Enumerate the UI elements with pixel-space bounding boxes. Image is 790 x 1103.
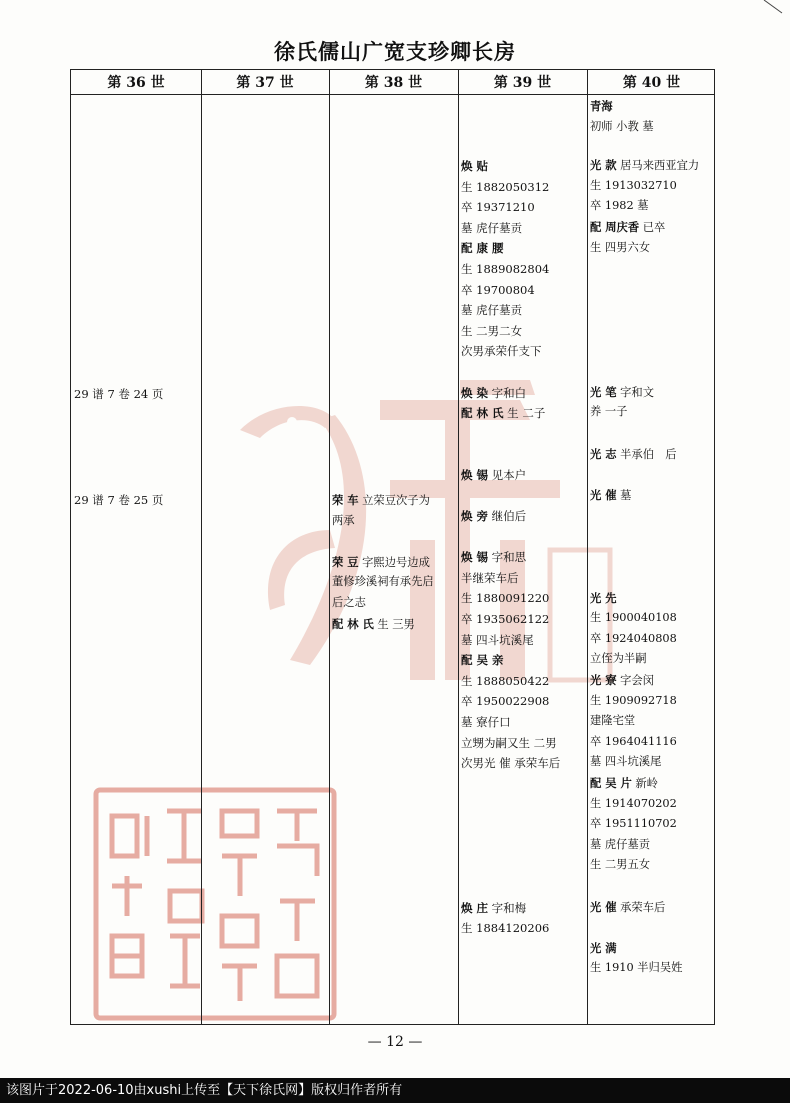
column-header-gen37: 第 37 世	[236, 75, 294, 91]
person-name: 光 催	[590, 899, 617, 914]
entry-line: 后之志	[332, 595, 366, 609]
person-name: 焕 贴	[461, 159, 489, 173]
spouse-name: 配 林 氏	[332, 616, 374, 631]
gen36-entry-1	[74, 384, 163, 405]
column-header-gen38: 第 38 世	[364, 75, 423, 91]
spouse-name: 配 周庆香	[590, 219, 640, 234]
column-divider	[201, 70, 202, 1024]
gen38-entries	[332, 490, 434, 634]
spouse-name: 配 吴 亲	[461, 653, 504, 668]
person-name: 光 先	[590, 590, 617, 605]
gen39-entries: 焕 贴 生 1882050312 卒 19371210 墓 虎仔墓贡 配 康 腰 生 1889082804 卒 19700804 墓 虎仔墓贡 生 二男二女 次男承荣仟支下 焕 染 字和白 配 林 氏 生 二子 焕 锡 见本户 焕 旁 继伯后 焕 锡 字和思 半继荣车后 生 1880091220 卒 1935062122 墓 四斗坑溪尾 配 吴 亲 生 1888050422 卒 1950022908 墓 寮仔口 立甥为嗣又生 二男 次男光 催 承荣车后 焕 庄 字和梅 生 1884120206	[461, 156, 560, 939]
person-name: 荣 车	[332, 493, 359, 507]
column-header-gen39: 第 39 世	[493, 75, 552, 91]
person-name: 焕 旁	[461, 509, 489, 524]
person-name: 青海	[590, 99, 613, 113]
person-name: 光 催	[590, 487, 617, 502]
spouse-name: 配 吴 片	[590, 776, 632, 791]
entry-line: 董修珍溪祠有承先启	[332, 575, 434, 589]
upload-notice-bar: 该图片于2022-06-10由xushi上传至【天下徐氏网】版权归作者所有	[0, 1078, 790, 1103]
person-name: 荣 豆	[332, 554, 359, 569]
page-number: — 12 —	[367, 1034, 423, 1050]
column-header-gen36: 第 36 世	[107, 75, 165, 91]
header-divider	[71, 94, 714, 95]
spouse-name: 配 康 腰	[461, 241, 504, 256]
entry-line: 荣 豆 字熙边号边成	[332, 554, 430, 569]
source-ref: 29 谱 7 卷 24 页	[74, 387, 164, 401]
spouse-name: 配 林 氏	[461, 406, 504, 421]
person-name: 光 寮	[590, 673, 617, 688]
page-title: 徐氏儒山广宽支珍卿长房	[274, 39, 516, 64]
person-name: 光 志	[590, 446, 617, 461]
entry-line: 荣 车 立荣豆次子为	[332, 493, 430, 507]
source-ref: 29 谱 7 卷 25 页	[74, 493, 164, 507]
column-divider	[458, 70, 459, 1024]
person-name: 光 满	[590, 940, 617, 955]
entry-line: 两承	[332, 513, 355, 527]
page-corner-mark	[762, 0, 784, 14]
person-name: 光 款	[590, 158, 617, 173]
gen40-entries: 青海 初师 小教 墓 光 款 居马来西亚宜力 生 1913032710 卒 1982 墓 配 周庆香 已卒 生 四男六女 光 笔 字和文 养 一子 光 志 半承伯 后 光 催 墓 光 先 生 1900040108 卒 1924040808 立侄为半嗣 光 寮 字会闵 生 1909092718 建隆宅堂 卒 1964041116 墓 四斗坑溪尾 配 吴 片 新岭 生 1914070202 卒 1951110702 墓 虎仔墓贡 生 二男五女 光 催 承荣车后 光 满 生 1910 半归吴姓	[590, 96, 699, 979]
column-divider	[587, 70, 588, 1024]
column-divider	[329, 70, 330, 1024]
gen36-entry-2	[74, 490, 163, 511]
entry-line: 配 林 氏 生 三男	[332, 616, 415, 631]
person-name: 焕 锡	[461, 550, 489, 565]
person-name: 焕 染	[461, 385, 489, 400]
column-header-gen40: 第 40 世	[622, 75, 681, 91]
person-name: 焕 庄	[461, 900, 489, 915]
person-name: 焕 锡	[461, 467, 489, 482]
person-name: 光 笔	[590, 384, 617, 399]
genealogy-table	[70, 69, 715, 1025]
